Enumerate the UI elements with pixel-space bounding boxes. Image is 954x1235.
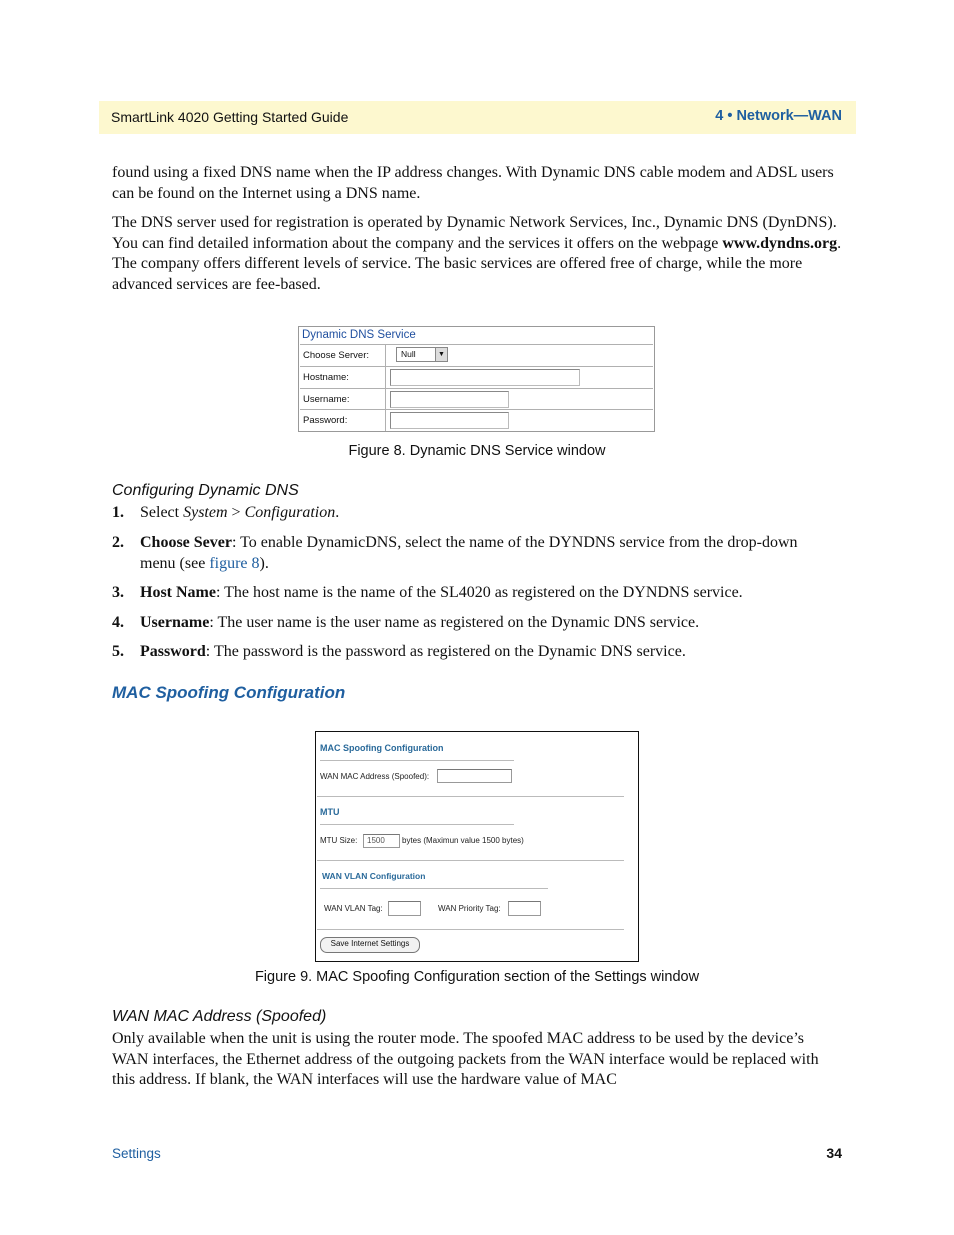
intro-paragraph-1: found using a fixed DNS name when the IP address changes. With Dynamic DNS cable modem and ADSL users can be found on the Internet using a DNS name. [112,164,834,202]
mac-spoofing-figure [315,731,639,962]
figure-9-caption: Figure 9. MAC Spoofing Configuration section of the Settings window [254,969,700,985]
step-2-post: ). [259,554,269,572]
password-input[interactable] [390,412,509,429]
mac-spoofing-heading: MAC Spoofing Configuration [112,683,346,702]
dyndns-url: www.dyndns.org [722,234,838,252]
step-number: 5. [112,643,124,660]
wan-mac-label: WAN MAC Address (Spoofed): [320,772,430,781]
wan-priority-tag-label: WAN Priority Tag: [438,904,501,913]
step-text [140,642,812,663]
mtu-size-label: MTU Size: [320,836,358,845]
hostname-label: Hostname: [300,367,386,388]
chevron-down-icon[interactable]: ▼ [435,348,447,361]
step-number: 3. [112,584,124,601]
wan-vlan-tag-input[interactable] [388,901,421,916]
choose-server-value: Null [401,349,416,359]
dns-row-server [300,344,653,366]
figure-8-link[interactable]: figure 8 [209,554,260,572]
choose-server-select[interactable] [396,347,448,362]
step-number: 2. [112,534,124,551]
wan-mac-heading: WAN MAC Address (Spoofed) [112,1008,327,1025]
step-number: 1. [112,504,124,521]
divider [320,760,514,761]
menu-configuration: Configuration [244,504,336,521]
step-1-pre: Select [140,504,184,521]
divider [317,860,624,861]
step-text [140,503,812,524]
username-input[interactable] [390,391,509,408]
step-desc: : The host name is the name of the SL4020 as registered on the DYNDNS service. [215,584,743,601]
mtu-note: bytes (Maximun value 1500 bytes) [402,836,524,845]
wan-mac-paragraph: Only available when the unit is using the router mode. The spoofed MAC address to be used by the device’s WAN interfaces, the Ethernet address of the outgoing packets from the WAN interface would be replaced with this address. If blank, the WAN interfaces will use the hardware value of MAC [112,1030,819,1088]
step-term: Username [140,614,210,631]
dns-row-hostname [300,366,653,388]
step-term: Host Name [140,584,216,601]
menu-system: System [183,504,228,521]
choose-server-label: Choose Server: [300,345,386,366]
wan-vlan-heading: WAN VLAN Configuration [322,871,426,881]
hostname-input[interactable] [390,369,580,386]
step-term: Choose Sever [140,534,232,551]
divider [317,796,624,797]
mtu-heading: MTU [320,807,340,817]
dns-figure-title: Dynamic DNS Service [302,329,416,341]
step-desc: : The password is the password as registered on the Dynamic DNS service. [205,643,686,660]
step-term: Password [140,643,206,660]
figure-8-caption: Figure 8. Dynamic DNS Service window [348,443,606,459]
wan-vlan-tag-label: WAN VLAN Tag: [324,904,383,913]
intro-p2-text-a: The DNS server used for registration is operated by Dynamic Network Services, Inc., Dynamic DNS (DynDNS). You can find detailed information about the company and the services it offers on the webpage [112,214,837,252]
username-label: Username: [300,389,386,410]
step-desc: : The user name is the user name as registered on the Dynamic DNS service. [209,614,700,631]
step-desc: : To enable DynamicDNS, select the name of the DYNDNS service from the drop-down menu (see [140,534,798,572]
step-number: 4. [112,614,124,631]
header-chapter: 4 • Network—WAN [715,108,842,124]
configuring-heading: Configuring Dynamic DNS [112,482,299,499]
intro-p2-text-b: . The company offers different levels of service. The basic services are offered free of charge, while the more advanced services are fee-based. [112,234,842,293]
page-number: 34 [826,1145,842,1161]
divider [320,824,514,825]
wan-mac-input[interactable] [437,769,512,783]
mtu-size-input[interactable]: 1500 [363,834,400,848]
divider [320,888,548,889]
save-internet-settings-button[interactable]: Save Internet Settings [320,937,420,953]
footer-section-name: Settings [112,1146,161,1161]
dynamic-dns-figure [298,326,655,432]
header-guide-title: SmartLink 4020 Getting Started Guide [111,109,349,125]
running-header [99,101,856,134]
divider [317,929,624,930]
intro-paragraph-2 [112,213,842,295]
step-text [140,583,812,604]
mac-figure-heading: MAC Spoofing Configuration [320,743,444,753]
step-1-sep: > [227,504,245,521]
step-text [140,533,812,574]
password-label: Password: [300,410,386,431]
dns-row-username [300,388,653,410]
step-1-post: . [335,504,340,521]
step-text [140,613,812,634]
dns-row-password [300,409,653,431]
wan-priority-tag-input[interactable] [508,901,541,916]
